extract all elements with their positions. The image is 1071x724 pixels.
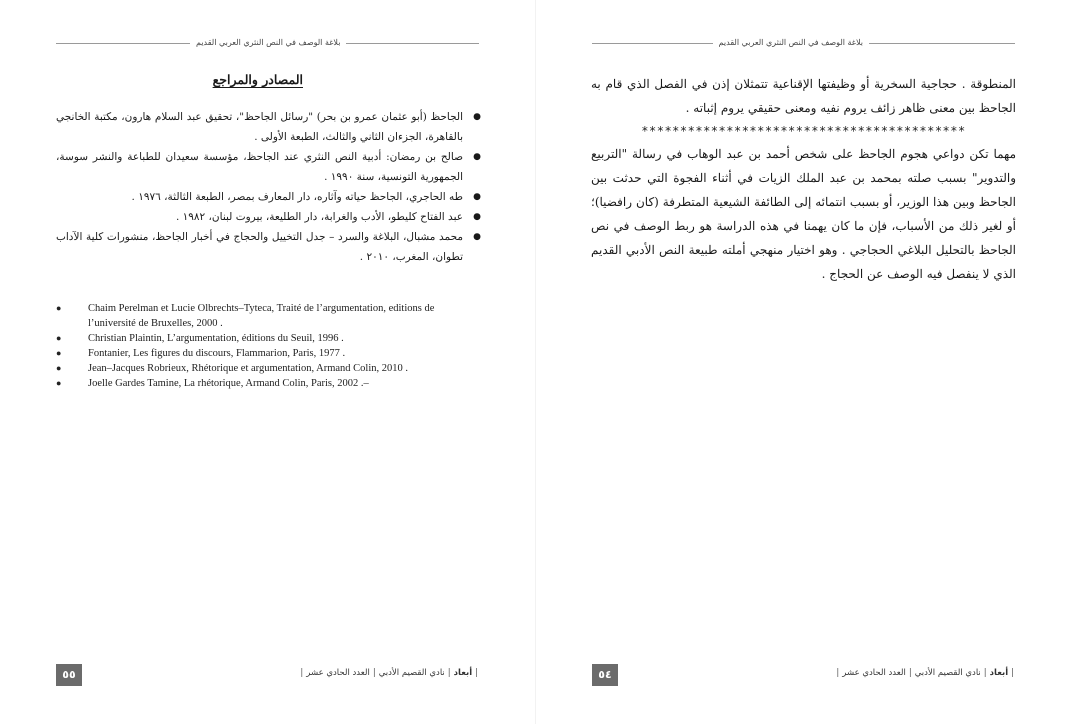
page-number: ٥٤ — [592, 664, 618, 686]
left-page — [0, 0, 535, 724]
reference-item: ● طه الحاجري، الجاحظ حياته وآثاره، دار المعارف بمصر، الطبعة الثالثة، ١٩٧٦ . — [56, 187, 481, 207]
page-footer — [0, 664, 535, 686]
bullet-icon: ● — [473, 192, 481, 202]
bullet-icon: ● — [473, 232, 481, 242]
running-header — [56, 36, 479, 50]
reference-item: ● الجاحظ (أبو عثمان عمرو بن بحر) "رسائل الجاحظ"، تحقيق عبد السلام هارون، مكتبة الخانجي بالقاهرة، الجزءان الثاني والثالث، الطبعة الأولى . — [56, 107, 481, 147]
reference-item: ● عبد الفتاح كليطو، الأدب والغرابة، دار الطليعة، بيروت لبنان، ١٩٨٢ . — [56, 207, 481, 227]
reference-item: ● محمد مشبال، البلاغة والسرد – جدل التخييل والحجاج في أخبار الجاحظ، منشورات كلية الآداب تطوان، المغرب، ٢٠١٠ . — [56, 227, 481, 267]
french-references-list — [56, 301, 481, 391]
paragraph: مهما تكن دواعي هجوم الجاحظ على شخص أحمد بن عبد الوهاب في رسالة "التربيع والتدوير" بسبب صلته بمحمد بن عبد الملك الزيات في أثناء الفجوة التي حدثت بين الجاحظ وبين هذا الوزير، أو بسبب انتمائه إلى الطائفة الشيعية المتطرفة (كان رافضيا)؛ أو لغير ذلك من الأسباب، فإن ما كان يهمنا في هذه الدراسة هو ربط الوصف في نص الجاحظ بالتحليل البلاغي الحجاجي . وهو اختيار منهجي أملته طبيعة النص الأدبي القديم الذي لا ينفصل فيه الوصف عن الحجاج . — [591, 147, 1017, 281]
section-title: المصادر والمراجع — [212, 72, 303, 87]
header-title: بلاغة الوصف في النص النثري العربي القديم — [190, 36, 346, 50]
bullet-icon: ● — [56, 378, 62, 388]
reference-item: ● Fontanier, Les figures du discours, Flammarion, Paris, 1977 . — [56, 348, 346, 359]
reference-item: ● Christian Plaintin, L’argumentation, éditions du Seuil, 1996 . — [56, 333, 344, 344]
bullet-icon: ● — [56, 348, 62, 358]
journal-brand: أبعاد — [989, 668, 1009, 678]
bullet-icon: ● — [56, 363, 62, 373]
bullet-icon: ● — [56, 303, 62, 313]
bullet-icon: ● — [473, 152, 481, 162]
section-separator: ****************************************** — [641, 124, 966, 138]
body-text — [591, 72, 1016, 286]
header-title: بلاغة الوصف في النص النثري العربي القديم — [713, 36, 869, 50]
issue-label: العدد الحادي عشر — [306, 668, 370, 678]
arabic-references-list — [56, 107, 481, 267]
issue-label: العدد الحادي عشر — [842, 668, 906, 678]
bullet-icon: ● — [473, 112, 481, 122]
bullet-icon: ● — [56, 333, 62, 343]
journal-brand: أبعاد — [453, 668, 473, 678]
club-name: نادي القصيم الأدبي — [914, 668, 981, 678]
footer-text: |أبعاد|نادي القصيم الأدبي|العدد الحادي عشر| — [300, 668, 478, 678]
reference-item: ● صالح بن رمضان: أدبية النص النثري عند الجاحظ، مؤسسة سعيدان للطباعة والنشر سوسة، الجمهورية التونسية، سنة ١٩٩٠ . — [56, 147, 481, 187]
page-footer — [536, 664, 1071, 686]
reference-item: ● Chaim Perelman et Lucie Olbrechts–Tyteca, Traité de l’argumentation, editions de l’université de Bruxelles, 2000 . — [56, 303, 435, 329]
bullet-icon: ● — [473, 212, 481, 222]
page-number: ٥٥ — [56, 664, 82, 686]
running-header — [592, 36, 1015, 50]
references-section — [56, 72, 481, 391]
reference-item: ● Jean–Jacques Robrieux, Rhétorique et argumentation, Armand Colin, 2010 . — [56, 363, 408, 374]
club-name: نادي القصيم الأدبي — [378, 668, 445, 678]
right-page — [536, 0, 1071, 724]
paragraph: المنطوقة . حجاجية السخرية أو وظيفتها الإقناعية تتمثلان إذن في الفصل الذي قام به الجاحظ بين معنى ظاهر زائف يروم نفيه ومعنى حقيقي يروم إثباته . — [591, 77, 1016, 115]
reference-item: ● Joelle Gardes Tamine, La rhétorique, Armand Colin, Paris, 2002 .– — [56, 378, 369, 389]
footer-text: |أبعاد|نادي القصيم الأدبي|العدد الحادي عشر| — [836, 668, 1014, 678]
